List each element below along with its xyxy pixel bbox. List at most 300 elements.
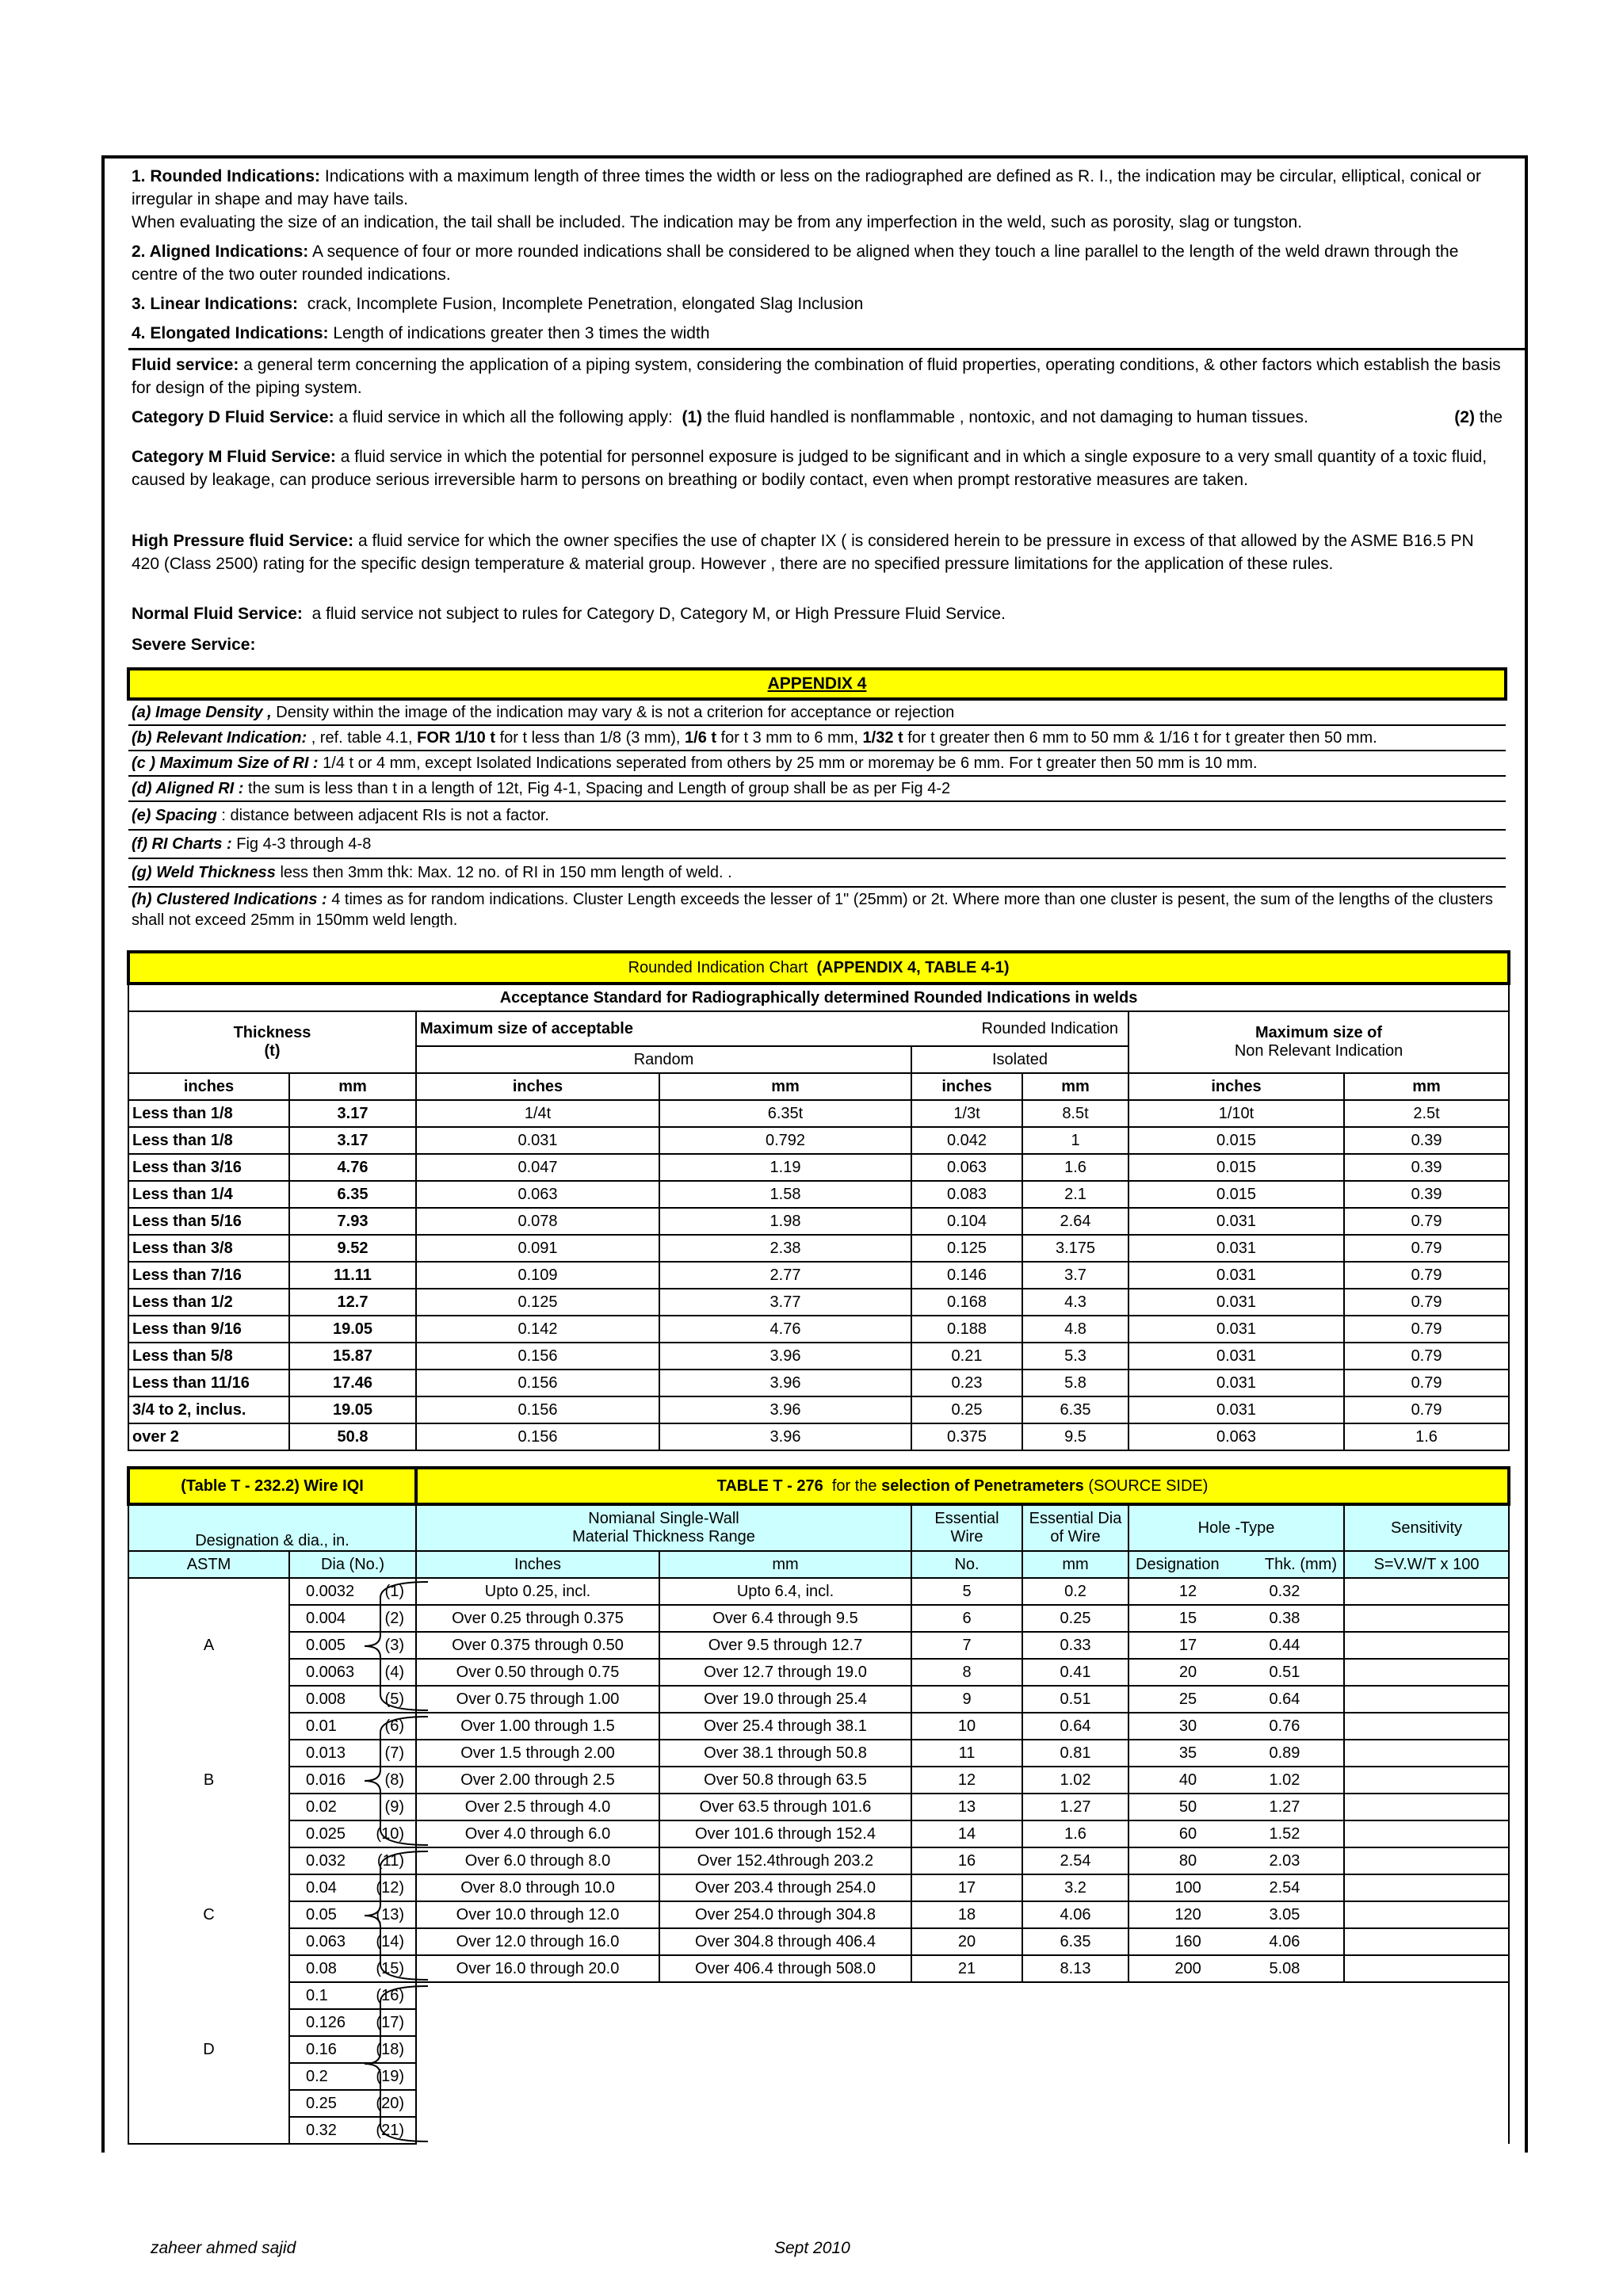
value-cell: 0.792 xyxy=(659,1127,911,1154)
dia-header: Dia (No.) xyxy=(289,1551,416,1578)
value-cell: 6.35t xyxy=(659,1100,911,1127)
mm-range-cell: Over 101.6 through 152.4 xyxy=(659,1820,911,1847)
penetrameter-section xyxy=(127,1466,1507,2145)
hole-thickness: 2.54 xyxy=(1269,1878,1300,1897)
appendix-b: (b) Relevant Indication: , ref. table 4.1, FOR 1/10 t for t less than 1/8 (3 mm), 1/6 t for t 3 mm to 6 mm, 1/32 t for t greater then 6 mm to 50 mm & 1/16 t for t greater then 50 mm. xyxy=(128,725,1506,751)
value-cell: 0.031 xyxy=(416,1127,659,1154)
chart-row xyxy=(128,1396,1509,1423)
hole-thickness: 4.06 xyxy=(1269,1932,1300,1950)
inches-range-cell: Over 1.5 through 2.00 xyxy=(416,1740,659,1767)
divider xyxy=(128,348,1526,350)
inches-range-cell: Upto 0.25, incl. xyxy=(416,1578,659,1605)
wire-number: (4) xyxy=(384,1663,404,1681)
value-cell: 0.031 xyxy=(1128,1370,1344,1396)
sensitivity-formula-header: S=V.W/T x 100 xyxy=(1344,1551,1509,1578)
wire-dia-value: 0.126 xyxy=(306,2013,346,2031)
value-cell: 3.7 xyxy=(1022,1262,1128,1289)
value-cell: 0.188 xyxy=(911,1316,1022,1343)
wire-dia-value: 0.32 xyxy=(306,2121,337,2139)
value-cell: 0.083 xyxy=(911,1181,1022,1208)
appendix-4 xyxy=(127,667,1507,929)
penetrameter-row xyxy=(128,1901,1509,1928)
inches-range-cell: Over 0.375 through 0.50 xyxy=(416,1632,659,1659)
high-pressure: High Pressure fluid Service: a fluid service for which the owner specifies the use of chapter IX ( is considered herein to be pressure in excess of that allowed by the ASME B16.5 PN 420 (Class 2500) rating for the specific design temperature & material group. However , there are no specified pressure limitations for the application of these rules. xyxy=(132,532,1474,573)
wire-number: (8) xyxy=(384,1771,404,1789)
value-cell: 0.104 xyxy=(911,1208,1022,1235)
hole-designation: 100 xyxy=(1174,1878,1201,1897)
chart-row xyxy=(128,1100,1509,1127)
mm-range-cell: Over 63.5 through 101.6 xyxy=(659,1794,911,1820)
hole-designation: 60 xyxy=(1178,1824,1197,1843)
inches-range-cell: Over 6.0 through 8.0 xyxy=(416,1847,659,1874)
astm-group-cell xyxy=(128,2117,289,2144)
thickness-header: Thickness (t) xyxy=(128,1011,416,1073)
penetrameter-row xyxy=(128,1605,1509,1632)
penetrameter-row xyxy=(128,2036,1509,2063)
sensitivity-cell xyxy=(1344,1767,1509,1794)
thickness-mm-cell: 9.52 xyxy=(289,1235,416,1262)
inches-range-cell: Over 0.75 through 1.00 xyxy=(416,1686,659,1713)
mm-range-cell: Over 9.5 through 12.7 xyxy=(659,1632,911,1659)
wire-number: (21) xyxy=(376,2121,404,2139)
sensitivity-cell xyxy=(1344,1605,1509,1632)
wire-dia-value: 0.05 xyxy=(306,1905,337,1924)
chart-row xyxy=(128,1262,1509,1289)
hole-type-cell xyxy=(1128,1632,1344,1659)
sensitivity-cell xyxy=(1344,1794,1509,1820)
essential-wire-cell: 9 xyxy=(911,1686,1022,1713)
astm-group-cell xyxy=(128,2063,289,2090)
hole-type-cell xyxy=(1128,1874,1344,1901)
wire-dia-value: 0.005 xyxy=(306,1636,346,1654)
value-cell: 0.125 xyxy=(416,1289,659,1316)
wire-number: (18) xyxy=(376,2040,404,2058)
wire-number: (11) xyxy=(376,1851,404,1870)
penetrameter-row xyxy=(128,1713,1509,1740)
mm-range-cell: Over 203.4 through 254.0 xyxy=(659,1874,911,1901)
wire-number: (14) xyxy=(376,1932,404,1950)
hole-type-cell xyxy=(1128,1901,1344,1928)
astm-group-cell xyxy=(128,1578,289,1605)
mm-range-cell: Over 19.0 through 25.4 xyxy=(659,1686,911,1713)
mm-range-cell: Over 25.4 through 38.1 xyxy=(659,1713,911,1740)
essential-dia-cell: 1.27 xyxy=(1022,1794,1128,1820)
value-cell: 0.375 xyxy=(911,1423,1022,1450)
inches-range-cell: Over 10.0 through 12.0 xyxy=(416,1901,659,1928)
essential-wire-cell: 5 xyxy=(911,1578,1022,1605)
penetrameter-row xyxy=(128,1820,1509,1847)
hole-thickness: 0.89 xyxy=(1269,1744,1300,1762)
rounded-indication-chart xyxy=(127,950,1507,1451)
wire-dia-value: 0.013 xyxy=(306,1744,346,1762)
hole-type-cell xyxy=(1128,1767,1344,1794)
hole-type-cell xyxy=(1128,1847,1344,1874)
value-cell: 0.39 xyxy=(1344,1154,1509,1181)
value-cell: 0.125 xyxy=(911,1235,1022,1262)
definitions-notes xyxy=(132,165,1503,656)
astm-group-cell xyxy=(128,1847,289,1874)
wire-iqi-title: (Table T - 232.2) Wire IQI xyxy=(128,1468,416,1504)
value-cell: 0.063 xyxy=(416,1181,659,1208)
astm-group-cell xyxy=(128,2090,289,2117)
penetrameter-row xyxy=(128,1955,1509,1982)
hole-thickness: 0.32 xyxy=(1269,1582,1300,1600)
inches-range-cell: Over 2.00 through 2.5 xyxy=(416,1767,659,1794)
mm-range-cell: Over 50.8 through 63.5 xyxy=(659,1767,911,1794)
chart-row xyxy=(128,1235,1509,1262)
normal-fluid: Normal Fluid Service: a fluid service not subject to rules for Category D, Category M, or High Pressure Fluid Service. xyxy=(132,605,1006,623)
astm-group-d: D xyxy=(128,2036,289,2063)
value-cell: 3.96 xyxy=(659,1370,911,1396)
essential-dia-cell: 0.41 xyxy=(1022,1659,1128,1686)
thickness-mm-cell: 11.11 xyxy=(289,1262,416,1289)
value-cell: 0.79 xyxy=(1344,1343,1509,1370)
penetrameter-row xyxy=(128,2063,1509,2090)
unit-inches: inches xyxy=(128,1073,289,1100)
essential-dia-header: Essential Dia of Wire xyxy=(1022,1504,1128,1551)
mm-range-cell: Over 6.4 through 9.5 xyxy=(659,1605,911,1632)
hole-thickness: 1.27 xyxy=(1269,1797,1300,1816)
thickness-inches-cell: Less than 9/16 xyxy=(128,1316,289,1343)
penetrameter-row xyxy=(128,1659,1509,1686)
value-cell: 6.35 xyxy=(1022,1396,1128,1423)
value-cell: 0.109 xyxy=(416,1262,659,1289)
value-cell: 0.39 xyxy=(1344,1127,1509,1154)
value-cell: 1 xyxy=(1022,1127,1128,1154)
essential-dia-cell: 0.33 xyxy=(1022,1632,1128,1659)
astm-group-cell xyxy=(128,1686,289,1713)
unit-inches: inches xyxy=(416,1073,659,1100)
thickness-inches-cell: Less than 5/8 xyxy=(128,1343,289,1370)
linear-indications: 3. Linear Indications: crack, Incomplete Fusion, Incomplete Penetration, elongated Slag Inclusion xyxy=(132,295,864,313)
essential-wire-cell: 21 xyxy=(911,1955,1022,1982)
wire-number: (6) xyxy=(384,1717,404,1735)
hole-designation: 160 xyxy=(1174,1932,1201,1950)
penetrameter-row xyxy=(128,1794,1509,1820)
wire-number: (17) xyxy=(376,2013,404,2031)
empty-cell xyxy=(416,2036,1509,2063)
value-cell: 3.96 xyxy=(659,1396,911,1423)
astm-group-cell xyxy=(128,1794,289,1820)
category-d: Category D Fluid Service: a fluid service in which all the following apply: (1) the fluid handled is nonflammable , nontoxic, and not damaging to human tissues. (2) the xyxy=(132,408,1503,426)
thickness-mm-cell: 3.17 xyxy=(289,1100,416,1127)
hole-designation: 35 xyxy=(1178,1744,1197,1762)
mm-range-cell: Upto 6.4, incl. xyxy=(659,1578,911,1605)
value-cell: 0.015 xyxy=(1128,1154,1344,1181)
thickness-mm-cell: 6.35 xyxy=(289,1181,416,1208)
value-cell: 0.79 xyxy=(1344,1396,1509,1423)
thickness-mm-cell: 19.05 xyxy=(289,1316,416,1343)
penetrameter-row xyxy=(128,2090,1509,2117)
value-cell: 2.1 xyxy=(1022,1181,1128,1208)
value-cell: 4.3 xyxy=(1022,1289,1128,1316)
hole-designation: 25 xyxy=(1178,1690,1197,1708)
penetrameter-title: TABLE T - 276 for the selection of Penetrameters (SOURCE SIDE) xyxy=(416,1468,1509,1504)
hole-designation: 80 xyxy=(1178,1851,1197,1870)
mm-range-cell: Over 38.1 through 50.8 xyxy=(659,1740,911,1767)
wire-dia-value: 0.04 xyxy=(306,1878,337,1897)
penetrameter-row xyxy=(128,1740,1509,1767)
value-cell: 1/4t xyxy=(416,1100,659,1127)
value-cell: 1.58 xyxy=(659,1181,911,1208)
hole-thickness: 5.08 xyxy=(1269,1959,1300,1977)
thickness-inches-cell: Less than 3/8 xyxy=(128,1235,289,1262)
hole-designation: 120 xyxy=(1174,1905,1201,1924)
chart-table xyxy=(127,950,1510,1451)
chart-row xyxy=(128,1154,1509,1181)
sensitivity-cell xyxy=(1344,1820,1509,1847)
astm-group-b: B xyxy=(128,1767,289,1794)
value-cell: 2.64 xyxy=(1022,1208,1128,1235)
chart-row xyxy=(128,1316,1509,1343)
appendix-table xyxy=(127,667,1507,929)
empty-cell xyxy=(416,2009,1509,2036)
footer-author: zaheer ahmed sajid xyxy=(151,2239,296,2257)
value-cell: 0.156 xyxy=(416,1423,659,1450)
value-cell: 0.047 xyxy=(416,1154,659,1181)
designation-header: Designation & dia., in. xyxy=(128,1504,416,1551)
hole-type-cell xyxy=(1128,1794,1344,1820)
group-bracket xyxy=(365,1717,428,1845)
sensitivity-cell xyxy=(1344,1578,1509,1605)
wire-number: (9) xyxy=(384,1797,404,1816)
astm-group-c: C xyxy=(128,1901,289,1928)
value-cell: 0.21 xyxy=(911,1343,1022,1370)
value-cell: 8.5t xyxy=(1022,1100,1128,1127)
unit-inches: inches xyxy=(911,1073,1022,1100)
wire-dia-value: 0.016 xyxy=(306,1771,346,1789)
value-cell: 0.79 xyxy=(1344,1235,1509,1262)
value-cell: 2.77 xyxy=(659,1262,911,1289)
essential-wire-cell: 12 xyxy=(911,1767,1022,1794)
wire-dia-value: 0.01 xyxy=(306,1717,337,1735)
value-cell: 0.031 xyxy=(1128,1208,1344,1235)
essential-dia-cell: 0.2 xyxy=(1022,1578,1128,1605)
hole-thickness: 1.52 xyxy=(1269,1824,1300,1843)
wire-number: (12) xyxy=(376,1878,404,1897)
chart-row xyxy=(128,1289,1509,1316)
unit-mm: mm xyxy=(659,1073,911,1100)
wire-number: (20) xyxy=(376,2094,404,2112)
wire-dia-value: 0.08 xyxy=(306,1959,337,1977)
rounded-indications: 1. Rounded Indications: Indications with a maximum length of three times the width or less on the radiographed are defined as R. I., the indication may be circular, elliptical, conical or irregular in shape and may have tails. xyxy=(132,167,1481,208)
non-relevant-header: Maximum size of Non Relevant Indication xyxy=(1128,1011,1509,1073)
unit-mm: mm xyxy=(1344,1073,1509,1100)
penetrameter-row xyxy=(128,1767,1509,1794)
value-cell: 0.078 xyxy=(416,1208,659,1235)
wire-dia-value: 0.0032 xyxy=(306,1582,355,1600)
severe-service: Severe Service: xyxy=(132,636,256,654)
thickness-inches-cell: Less than 3/16 xyxy=(128,1154,289,1181)
sensitivity-cell xyxy=(1344,1632,1509,1659)
inches-range-cell: Over 4.0 through 6.0 xyxy=(416,1820,659,1847)
category-m: Category M Fluid Service: a fluid service in which the potential for personnel exposure is judged to be significant and in which a single exposure to a very small quantity of a toxic fluid, caused by leakage, can produce serious irreversible harm to persons on breathing or bodily contact, even when prompt restorative measures are taken. xyxy=(132,448,1487,489)
value-cell: 0.015 xyxy=(1128,1127,1344,1154)
hole-type-header: Hole -Type xyxy=(1128,1504,1344,1551)
inches-range-cell: Over 0.25 through 0.375 xyxy=(416,1605,659,1632)
mm-range-cell: Over 152.4through 203.2 xyxy=(659,1847,911,1874)
value-cell: 5.8 xyxy=(1022,1370,1128,1396)
thickness-mm-cell: 4.76 xyxy=(289,1154,416,1181)
essential-dia-cell: 0.25 xyxy=(1022,1605,1128,1632)
hole-designation: 15 xyxy=(1178,1609,1197,1627)
penetrameter-row xyxy=(128,1874,1509,1901)
appendix-title: APPENDIX 4 xyxy=(128,669,1506,699)
value-cell: 0.146 xyxy=(911,1262,1022,1289)
essential-dia-cell: 0.51 xyxy=(1022,1686,1128,1713)
group-brackets xyxy=(365,1579,428,2149)
inches-header: Inches xyxy=(416,1551,659,1578)
random-header: Random xyxy=(416,1046,911,1073)
thickness-mm-cell: 12.7 xyxy=(289,1289,416,1316)
designation-thk-header: Designation Thk. (mm) xyxy=(1128,1551,1344,1578)
essential-wire-cell: 14 xyxy=(911,1820,1022,1847)
aligned-indications: 2. Aligned Indications: A sequence of four or more rounded indications shall be considered to be aligned when they touch a line parallel to the length of the weld drawn through the centre of the two outer rounded indications. xyxy=(132,243,1459,284)
mm-range-cell: Over 254.0 through 304.8 xyxy=(659,1901,911,1928)
penetrameter-body xyxy=(128,1578,1509,2144)
hole-type-cell xyxy=(1128,1928,1344,1955)
value-cell: 0.031 xyxy=(1128,1316,1344,1343)
chart-row xyxy=(128,1343,1509,1370)
inches-range-cell: Over 12.0 through 16.0 xyxy=(416,1928,659,1955)
penetrameter-row xyxy=(128,1632,1509,1659)
thickness-inches-cell: Less than 1/8 xyxy=(128,1127,289,1154)
hole-type-cell xyxy=(1128,1605,1344,1632)
value-cell: 0.79 xyxy=(1344,1370,1509,1396)
hole-type-cell xyxy=(1128,1740,1344,1767)
wire-number: (3) xyxy=(384,1636,404,1654)
thickness-mm-cell: 3.17 xyxy=(289,1127,416,1154)
penetrameter-row xyxy=(128,1928,1509,1955)
hole-thickness: 0.44 xyxy=(1269,1636,1300,1654)
value-cell: 0.042 xyxy=(911,1127,1022,1154)
value-cell: 5.3 xyxy=(1022,1343,1128,1370)
elongated-indications: 4. Elongated Indications: Length of indications greater then 3 times the width xyxy=(132,324,710,342)
hole-designation: 200 xyxy=(1174,1959,1201,1977)
penetrameter-row xyxy=(128,2117,1509,2144)
sensitivity-cell xyxy=(1344,1901,1509,1928)
empty-cell xyxy=(416,2090,1509,2117)
hole-designation: 12 xyxy=(1178,1582,1197,1600)
essential-wire-cell: 8 xyxy=(911,1659,1022,1686)
essential-dia-cell: 4.06 xyxy=(1022,1901,1128,1928)
value-cell: 0.031 xyxy=(1128,1396,1344,1423)
group-bracket xyxy=(365,1986,428,2141)
astm-group-cell xyxy=(128,2009,289,2036)
essential-dia-cell: 8.13 xyxy=(1022,1955,1128,1982)
essential-wire-cell: 16 xyxy=(911,1847,1022,1874)
isolated-header: Isolated xyxy=(911,1046,1128,1073)
essential-dia-cell: 1.02 xyxy=(1022,1767,1128,1794)
chart-row xyxy=(128,1127,1509,1154)
value-cell: 2.5t xyxy=(1344,1100,1509,1127)
penetrameter-row xyxy=(128,2009,1509,2036)
mm-range-cell: Over 12.7 through 19.0 xyxy=(659,1659,911,1686)
astm-group-cell xyxy=(128,1713,289,1740)
value-cell: 3.96 xyxy=(659,1343,911,1370)
sensitivity-cell xyxy=(1344,1740,1509,1767)
essential-dia-cell: 0.81 xyxy=(1022,1740,1128,1767)
penetrameter-row xyxy=(128,1847,1509,1874)
chart-row xyxy=(128,1208,1509,1235)
mm-range-cell: Over 304.8 through 406.4 xyxy=(659,1928,911,1955)
wire-number: (2) xyxy=(384,1609,404,1627)
mm-range-cell: Over 406.4 through 508.0 xyxy=(659,1955,911,1982)
essential-wire-cell: 18 xyxy=(911,1901,1022,1928)
wire-dia-value: 0.032 xyxy=(306,1851,346,1870)
unit-mm: mm xyxy=(1022,1073,1128,1100)
hole-thickness: 0.51 xyxy=(1269,1663,1300,1681)
thickness-mm-cell: 19.05 xyxy=(289,1396,416,1423)
empty-cell xyxy=(416,2063,1509,2090)
thickness-mm-cell: 50.8 xyxy=(289,1423,416,1450)
essential-wire-cell: 7 xyxy=(911,1632,1022,1659)
hole-thickness: 1.02 xyxy=(1269,1771,1300,1789)
appendix-c: (c ) Maximum Size of RI : 1/4 t or 4 mm, except Isolated Indications seperated from others by 25 mm or moremay be 6 mm. For t greater then 50 mm is 10 mm. xyxy=(128,751,1506,776)
essential-dia-cell: 1.6 xyxy=(1022,1820,1128,1847)
value-cell: 0.031 xyxy=(1128,1289,1344,1316)
astm-group-cell xyxy=(128,1605,289,1632)
mm-header: mm xyxy=(659,1551,911,1578)
value-cell: 1.98 xyxy=(659,1208,911,1235)
wire-dia-value: 0.25 xyxy=(306,2094,337,2112)
value-cell: 0.79 xyxy=(1344,1262,1509,1289)
thickness-mm-cell: 15.87 xyxy=(289,1343,416,1370)
wire-number: (16) xyxy=(376,1986,404,2004)
value-cell: 0.031 xyxy=(1128,1235,1344,1262)
wire-number: (15) xyxy=(376,1959,404,1977)
essential-dia-cell: 6.35 xyxy=(1022,1928,1128,1955)
hole-thickness: 0.64 xyxy=(1269,1690,1300,1708)
inches-range-cell: Over 1.00 through 1.5 xyxy=(416,1713,659,1740)
no-header: No. xyxy=(911,1551,1022,1578)
sensitivity-cell xyxy=(1344,1874,1509,1901)
empty-cell xyxy=(416,2117,1509,2144)
empty-cell xyxy=(416,1982,1509,2009)
appendix-g: (g) Weld Thickness less then 3mm thk: Max. 12 no. of RI in 150 mm length of weld. . xyxy=(128,858,1506,887)
wire-number: (13) xyxy=(376,1905,404,1924)
sensitivity-cell xyxy=(1344,1955,1509,1982)
essential-dia-cell: 2.54 xyxy=(1022,1847,1128,1874)
hole-thickness: 0.76 xyxy=(1269,1717,1300,1735)
thickness-mm-cell: 17.46 xyxy=(289,1370,416,1396)
essential-wire-cell: 6 xyxy=(911,1605,1022,1632)
essential-wire-cell: 13 xyxy=(911,1794,1022,1820)
inches-range-cell: Over 0.50 through 0.75 xyxy=(416,1659,659,1686)
thickness-inches-cell: Less than 1/2 xyxy=(128,1289,289,1316)
astm-group-cell xyxy=(128,1874,289,1901)
value-cell: 4.76 xyxy=(659,1316,911,1343)
appendix-a: (a) Image Density , Density within the image of the indication may vary & is not a criterion for acceptance or rejection xyxy=(128,699,1506,725)
sensitivity-cell xyxy=(1344,1928,1509,1955)
wire-dia-value: 0.008 xyxy=(306,1690,346,1708)
essential-dia-cell: 0.64 xyxy=(1022,1713,1128,1740)
wire-dia-value: 0.025 xyxy=(306,1824,346,1843)
value-cell: 0.015 xyxy=(1128,1181,1344,1208)
value-cell: 1/3t xyxy=(911,1100,1022,1127)
hole-designation: 17 xyxy=(1178,1636,1197,1654)
appendix-h: (h) Clustered Indications : 4 times as for random indications. Cluster Length exceeds the lesser of 1" (25mm) or 2t. Where more than one cluster is pesent, the sum of the lengths of the clusters shall not exceed 25mm in 150mm weld length. xyxy=(132,891,1493,927)
value-cell: 0.156 xyxy=(416,1343,659,1370)
wire-number: (19) xyxy=(376,2067,404,2085)
essential-dia-cell: 3.2 xyxy=(1022,1874,1128,1901)
appendix-e: (e) Spacing : distance between adjacent RIs is not a factor. xyxy=(128,801,1506,830)
value-cell: 0.79 xyxy=(1344,1316,1509,1343)
footer-date: Sept 2010 xyxy=(774,2239,850,2257)
group-bracket xyxy=(365,1851,428,1980)
value-cell: 0.031 xyxy=(1128,1343,1344,1370)
value-cell: 1.19 xyxy=(659,1154,911,1181)
